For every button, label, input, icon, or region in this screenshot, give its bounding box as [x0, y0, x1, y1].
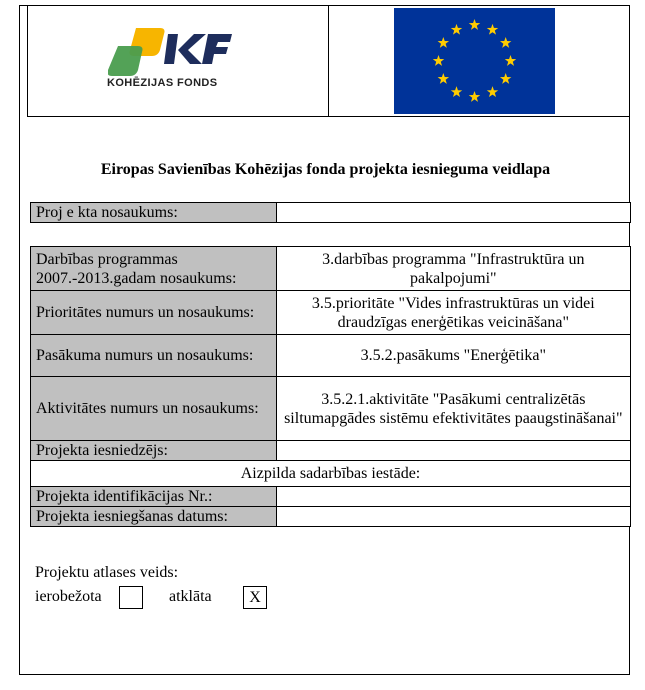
table-row	[31, 291, 631, 335]
table-row	[31, 441, 631, 461]
table-row	[31, 507, 631, 527]
measure-value: 3.5.2.pasākums "Enerģētika"	[276, 335, 630, 377]
program-value: 3.darbības programma "Infrastruktūra un pakalpojumi"	[276, 247, 630, 291]
logo-header	[27, 6, 630, 117]
table-row	[31, 335, 631, 377]
activity-label: Aktivitātes numurs un nosaukums:	[31, 377, 277, 441]
project-id-label: Projekta identifikācijas Nr.:	[31, 487, 277, 507]
program-label: Darbības programmas 2007.-2013.gadam nosaukums:	[31, 247, 277, 291]
table-row	[31, 377, 631, 441]
priority-value: 3.5.prioritāte "Vides infrastruktūras un videi draudzīgas enerģētikas veicināšana"	[276, 291, 630, 335]
project-id-field[interactable]	[276, 487, 630, 507]
eu-flag-icon	[394, 8, 555, 114]
submission-date-label: Projekta iesniegšanas datums:	[31, 507, 277, 527]
option-limited-label: ierobežota	[35, 588, 102, 605]
measure-label: Pasākuma numurs un nosaukums:	[31, 335, 277, 377]
table-row	[31, 247, 631, 291]
table-row	[31, 487, 631, 507]
selection-options	[35, 586, 335, 610]
form-page	[19, 5, 630, 675]
logo-divider	[328, 6, 329, 116]
applicant-field[interactable]	[276, 441, 630, 461]
project-name-label: Proj e kta nosaukums:	[31, 203, 277, 223]
project-details-table	[30, 246, 631, 527]
selection-type-label: Projektu atlases veids:	[35, 564, 179, 581]
project-name-table	[30, 202, 631, 223]
project-name-field[interactable]	[276, 203, 630, 223]
table-row	[31, 461, 631, 487]
option-open-checkbox[interactable]: X	[243, 586, 267, 609]
submission-date-field[interactable]	[276, 507, 630, 527]
form-title: Eiropas Savienības Kohēzijas fonda projekta iesnieguma veidlapa	[100, 161, 551, 178]
option-limited-checkbox[interactable]	[119, 586, 143, 609]
table-row	[31, 203, 631, 223]
option-open-label: atklāta	[169, 588, 212, 605]
activity-value: 3.5.2.1.aktivitāte "Pasākumi centralizētās siltumapgādes sistēmu efektivitātes paaugstināšanai"	[276, 377, 630, 441]
priority-label: Prioritātes numurs un nosaukums:	[31, 291, 277, 335]
applicant-label: Projekta iesniedzējs:	[31, 441, 277, 461]
fill-by-heading: Aizpilda sadarbības iestāde:	[31, 461, 631, 487]
kf-logo-caption: KOHĒZIJAS FONDS	[107, 77, 218, 89]
